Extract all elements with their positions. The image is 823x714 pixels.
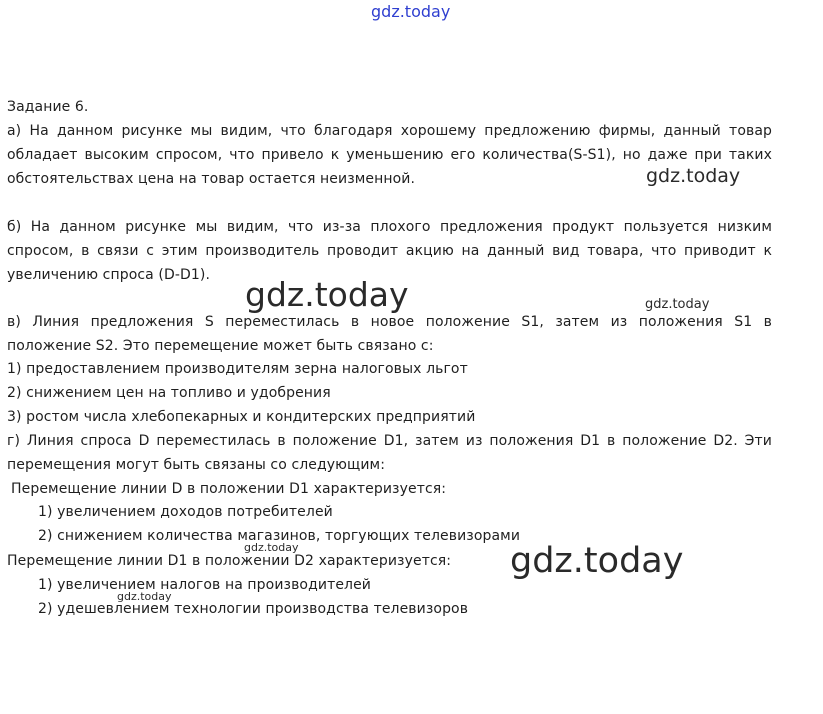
watermark-4: gdz.today bbox=[244, 541, 299, 554]
d2-heading: Перемещение линии D1 в положении D2 характеризуется: bbox=[7, 553, 452, 569]
watermark-top: gdz.today bbox=[371, 2, 451, 21]
part-a-line-3: обстоятельствах цена на товар остается неизменной. bbox=[7, 171, 416, 187]
part-b-line-1: б) На данном рисунке мы видим, что из-за плохого предложения продукт пользуется низким bbox=[7, 219, 772, 235]
part-v-line-2: положение S2. Это перемещение может быть связано с: bbox=[7, 338, 434, 354]
part-v-item-2: 2) снижением цен на топливо и удобрения bbox=[7, 385, 331, 401]
part-a-line-1: а) На данном рисунке мы видим, что благодаря хорошему предложению фирмы, данный товар bbox=[7, 123, 772, 139]
d1-heading: Перемещение линии D в положении D1 характеризуется: bbox=[11, 481, 447, 497]
part-b-line-2: спросом, в связи с этим производитель проводит акцию на данный вид товара, что приводит к bbox=[7, 243, 772, 259]
d1-item-2: 2) снижением количества магазинов, торгующих телевизорами bbox=[38, 528, 521, 544]
part-a-line-2: обладает высоким спросом, что привело к уменьшению его количества(S-S1), но даже при таких bbox=[7, 147, 772, 163]
task-heading: Задание 6. bbox=[7, 99, 89, 115]
d2-item-2: 2) удешевлением технологии производства телевизоров bbox=[38, 601, 469, 617]
d2-item-1: 1) увеличением налогов на производителей bbox=[38, 577, 371, 593]
part-v-item-3: 3) ростом числа хлебопекарных и кондитерских предприятий bbox=[7, 409, 476, 425]
part-g-line-1: г) Линия спроса D переместилась в положение D1, затем из положения D1 в положение D2. Эти bbox=[7, 433, 772, 449]
part-b-line-3: увеличению спроса (D-D1). bbox=[7, 267, 210, 283]
part-v-item-1: 1) предоставлением производителям зерна налоговых льгот bbox=[7, 361, 468, 377]
d1-item-1: 1) увеличением доходов потребителей bbox=[38, 504, 333, 520]
watermark-5: gdz.today bbox=[117, 590, 172, 603]
watermark-2: gdz.today bbox=[245, 275, 409, 314]
watermark-6: gdz.today bbox=[510, 541, 684, 581]
part-g-line-2: перемещения могут быть связаны со следующим: bbox=[7, 457, 386, 473]
part-v-line-1: в) Линия предложения S переместилась в новое положение S1, затем из положения S1 в bbox=[7, 314, 772, 330]
watermark-3: gdz.today bbox=[645, 297, 710, 312]
watermark-1: gdz.today bbox=[646, 165, 741, 187]
